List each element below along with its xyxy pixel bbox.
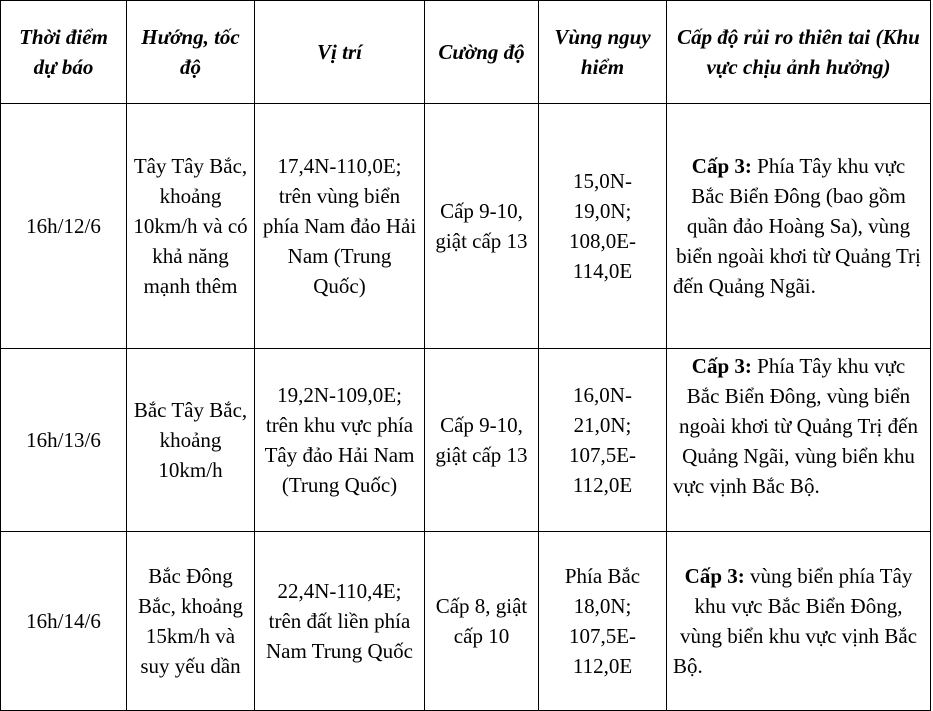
- cell-intensity: Cấp 9-10, giật cấp 13: [425, 349, 539, 532]
- cell-direction: Bắc Tây Bắc, khoảng 10km/h: [127, 349, 255, 532]
- header-danger-zone: Vùng nguy hiểm: [539, 1, 667, 104]
- cell-risk: [667, 532, 931, 711]
- header-row: [1, 1, 931, 104]
- header-direction: Hướng, tốc độ: [127, 1, 255, 104]
- header-risk: Cấp độ rủi ro thiên tai (Khu vực chịu ảnh hưởng): [667, 1, 931, 104]
- cell-intensity: Cấp 9-10, giật cấp 13: [425, 104, 539, 349]
- header-intensity: Cường độ: [425, 1, 539, 104]
- cell-position: 22,4N-110,4E; trên đất liền phía Nam Trung Quốc: [255, 532, 425, 711]
- risk-text: Phía Tây khu vực Bắc Biển Đông, vùng biển ngoài khơi từ Quảng Trị đến Quảng Ngãi, vùng biển khu vực vịnh Bắc Bộ.: [673, 354, 918, 498]
- cell-direction: Bắc Đông Bắc, khoảng 15km/h và suy yếu dần: [127, 532, 255, 711]
- risk-level: Cấp 3:: [691, 354, 752, 378]
- cell-time: 16h/14/6: [1, 532, 127, 711]
- cell-risk: [667, 104, 931, 349]
- header-time: Thời điểm dự báo: [1, 1, 127, 104]
- cell-position: 19,2N-109,0E; trên khu vực phía Tây đảo Hải Nam (Trung Quốc): [255, 349, 425, 532]
- cell-danger-zone: Phía Bắc 18,0N; 107,5E-112,0E: [539, 532, 667, 711]
- cell-danger-zone: 16,0N-21,0N; 107,5E-112,0E: [539, 349, 667, 532]
- risk-level: Cấp 3:: [684, 564, 745, 588]
- cell-position: 17,4N-110,0E; trên vùng biển phía Nam đảo Hải Nam (Trung Quốc): [255, 104, 425, 349]
- cell-risk: [667, 349, 931, 532]
- risk-text: Phía Tây khu vực Bắc Biển Đông (bao gồm quần đảo Hoàng Sa), vùng biển ngoài khơi từ Quảng Trị đến Quảng Ngãi.: [673, 154, 921, 298]
- cell-direction: Tây Tây Bắc, khoảng 10km/h và có khả năng mạnh thêm: [127, 104, 255, 349]
- cell-time: 16h/13/6: [1, 349, 127, 532]
- risk-level: Cấp 3:: [691, 154, 752, 178]
- cell-danger-zone: 15,0N-19,0N; 108,0E-114,0E: [539, 104, 667, 349]
- risk-text: vùng biển phía Tây khu vực Bắc Biển Đông, vùng biển khu vực vịnh Bắc Bộ.: [673, 564, 918, 678]
- table-row: [1, 104, 931, 349]
- cell-time: 16h/12/6: [1, 104, 127, 349]
- cell-intensity: Cấp 8, giật cấp 10: [425, 532, 539, 711]
- header-position: Vị trí: [255, 1, 425, 104]
- table-row: [1, 532, 931, 711]
- table-row: [1, 349, 931, 532]
